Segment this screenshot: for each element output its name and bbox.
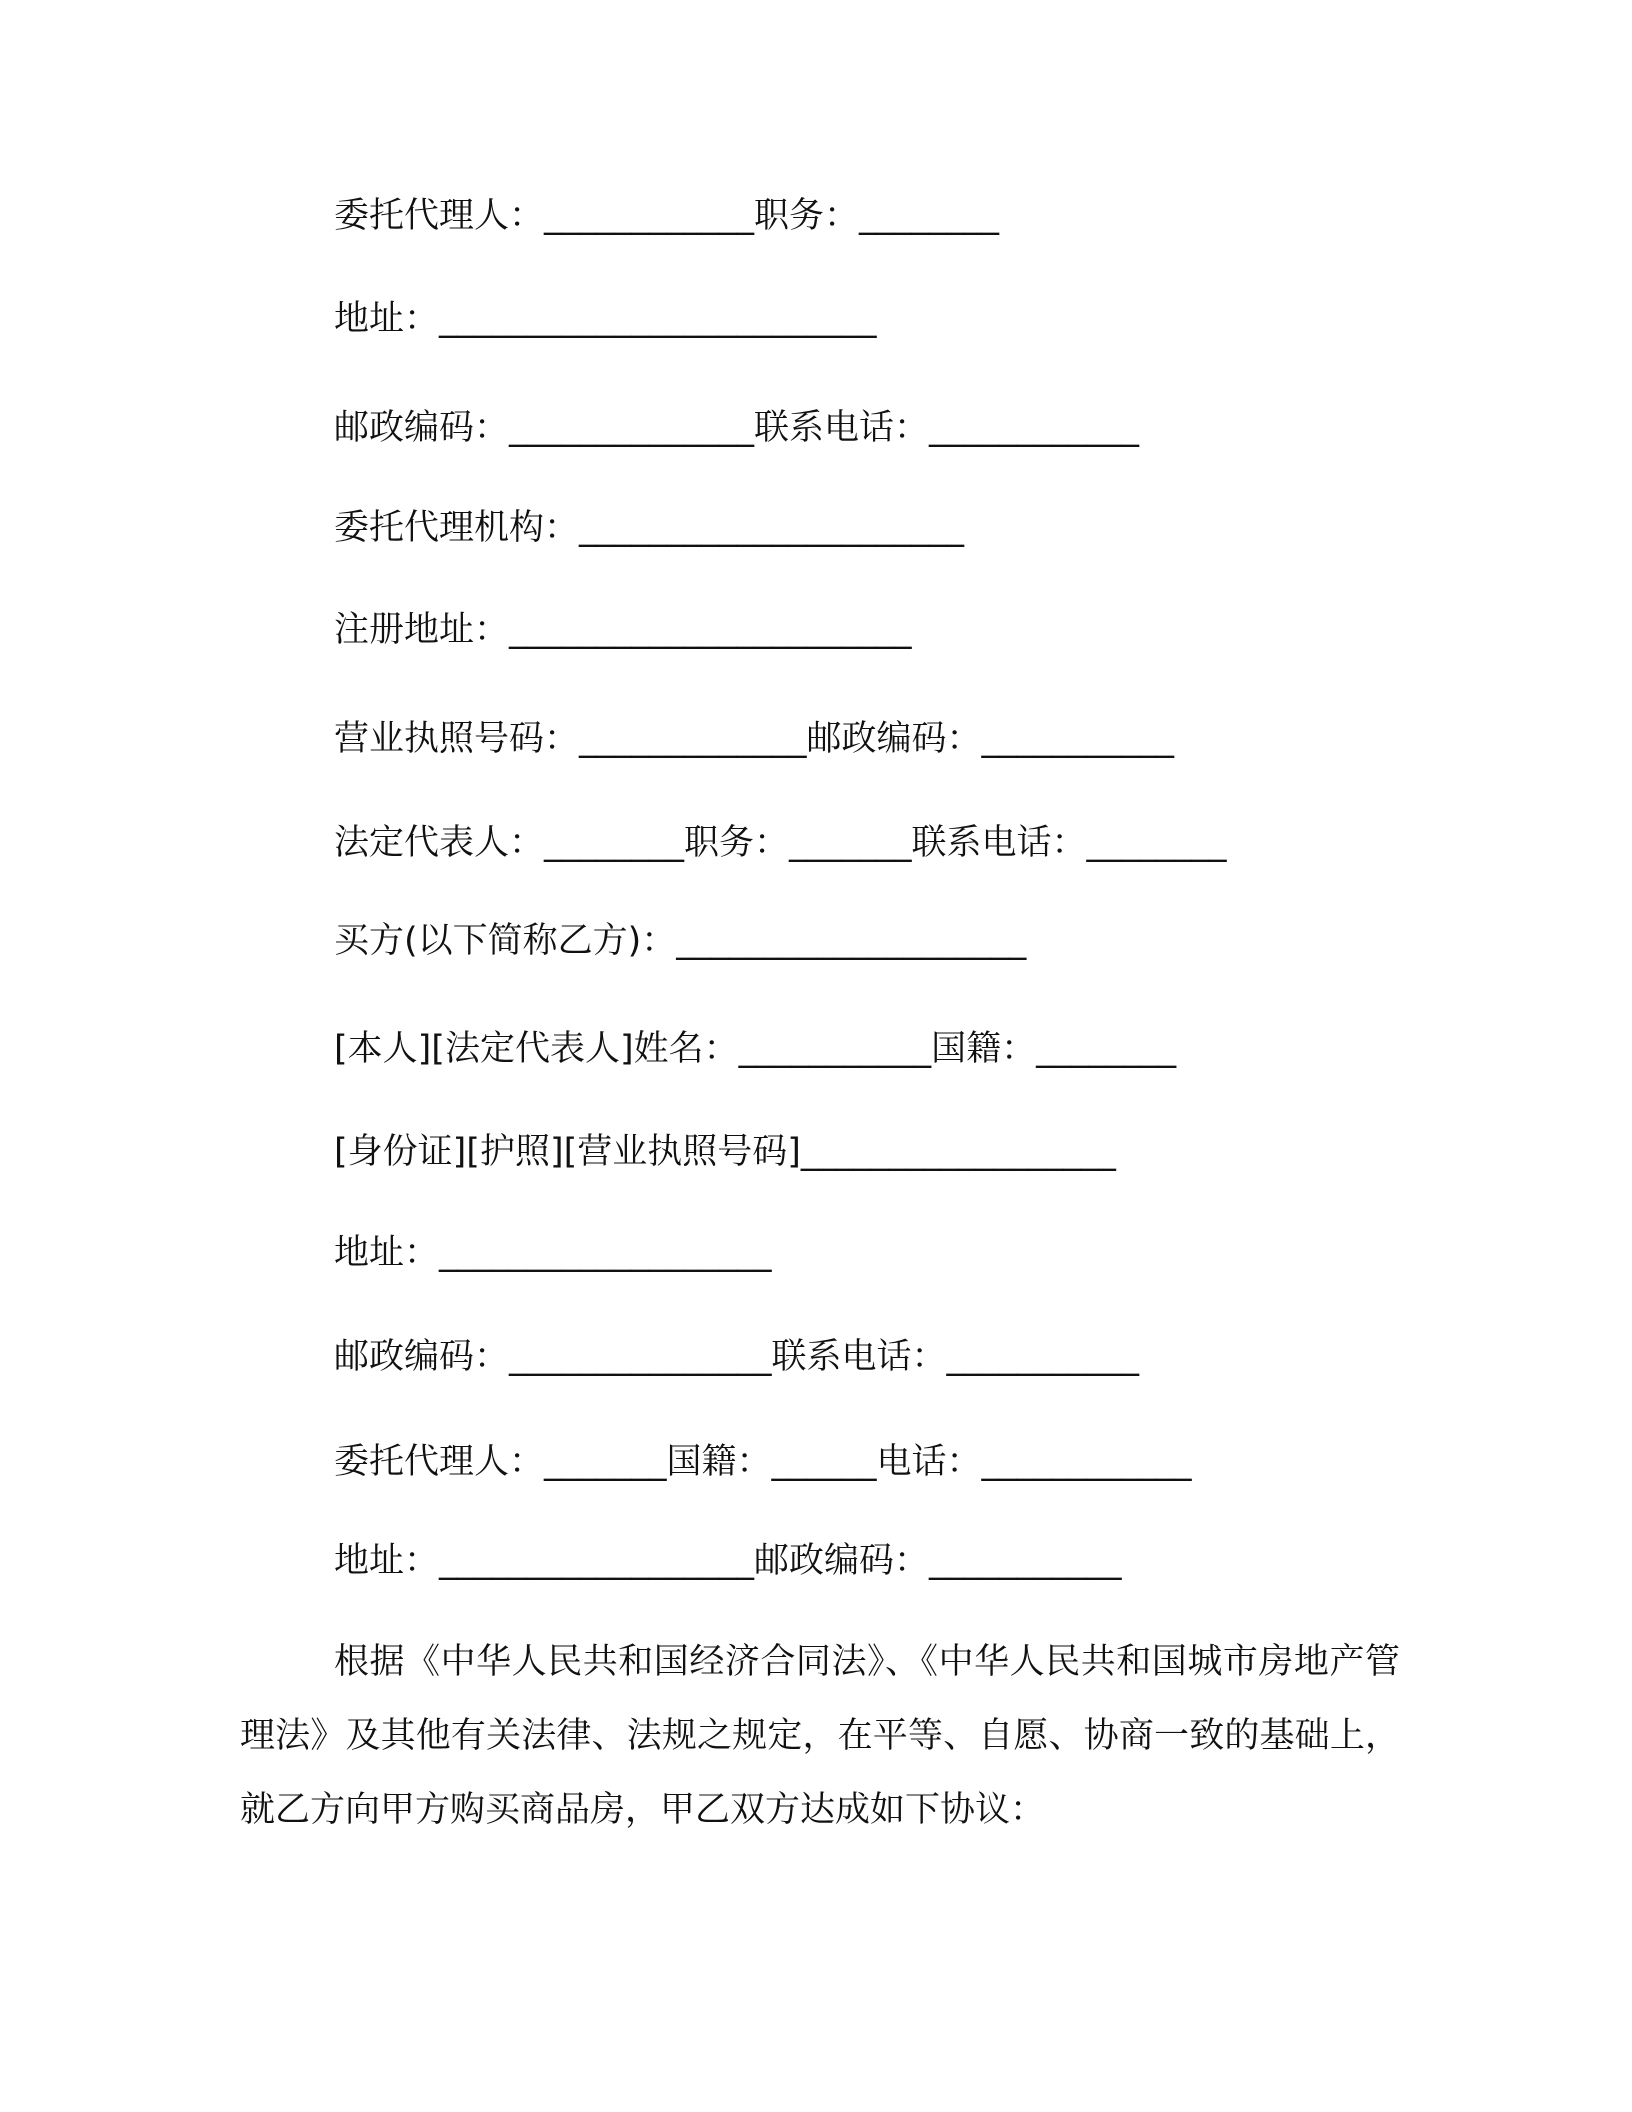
id-line: [身份证][护照][营业执照号码]__________________ <box>334 1132 1116 1172</box>
license-postcode-line: 营业执照号码：_____________邮政编码：___________ <box>334 719 1175 759</box>
agency-line: 委托代理机构：______________________ <box>334 508 965 548</box>
postcode-phone-line: 邮政编码：______________联系电话：____________ <box>334 408 1140 448</box>
registered-address-line: 注册地址：_______________________ <box>334 610 912 650</box>
buyer-postcode-phone-line: 邮政编码：_______________联系电话：___________ <box>334 1337 1140 1377</box>
buyer-agent-line: 委托代理人：_______国籍：______电话：____________ <box>334 1442 1192 1482</box>
name-nationality-line: [本人][法定代表人]姓名：___________国籍：________ <box>334 1029 1177 1069</box>
address-line: 地址：_________________________ <box>334 299 877 339</box>
agent-position-line: 委托代理人：____________职务：________ <box>334 196 1000 236</box>
agent-address-postcode-line: 地址：__________________邮政编码：___________ <box>334 1541 1122 1581</box>
buyer-address-line: 地址：___________________ <box>334 1233 772 1273</box>
buyer-line: 买方(以下简称乙方)：____________________ <box>334 921 1027 961</box>
legal-rep-line: 法定代表人：________职务：_______联系电话：________ <box>334 823 1227 863</box>
agreement-paragraph: 根据《中华人民共和国经济合同法》、《中华人民共和国城市房地产管理法》及其他有关法律、法规之规定，在平等、自愿、协商一致的基础上，就乙方向甲方购买商品房，甲乙双方达成如下协议： <box>240 1642 1400 1830</box>
